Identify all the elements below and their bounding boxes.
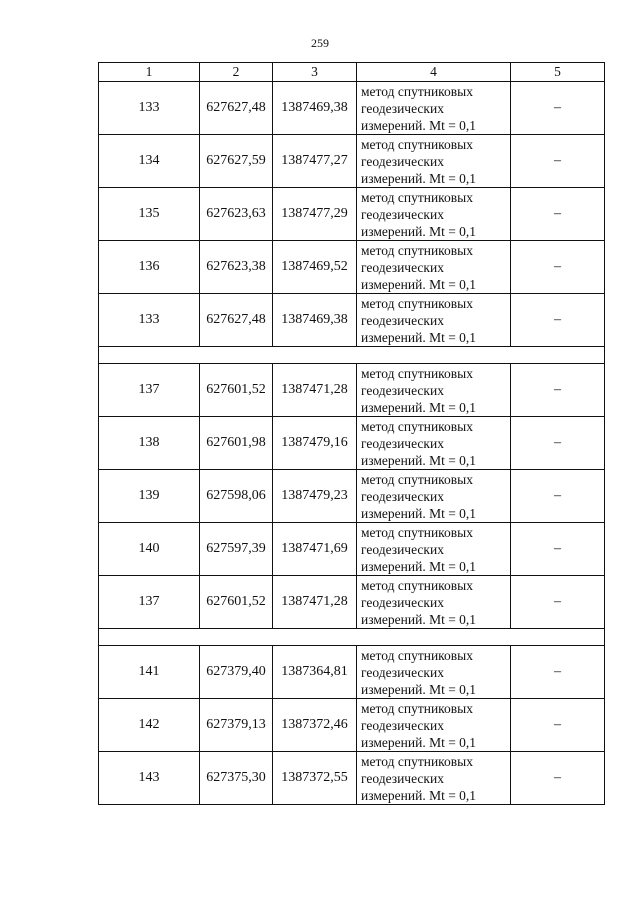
method-text-line: метод спутниковых: [361, 418, 473, 434]
point-number-cell: 133: [99, 82, 200, 135]
y-coordinate-cell: 1387477,27: [273, 135, 357, 188]
table-row: [99, 364, 605, 417]
method-cell: [357, 82, 511, 135]
y-coordinate-cell: 1387469,38: [273, 82, 357, 135]
point-number-cell: 143: [99, 752, 200, 805]
y-coordinate-cell: 1387469,52: [273, 241, 357, 294]
page-number: 259: [311, 36, 329, 50]
method-text-line: измерений. Mt = 0,1: [361, 681, 477, 697]
method-text-line: измерений. Mt = 0,1: [361, 734, 477, 750]
x-coordinate-cell: 627601,52: [200, 364, 273, 417]
method-text-line: измерений. Mt = 0,1: [361, 399, 477, 415]
method-text-line: геодезических: [361, 717, 444, 733]
note-cell: –: [511, 699, 605, 752]
method-text-line: геодезических: [361, 312, 444, 328]
method-text-line: измерений. Mt = 0,1: [361, 276, 477, 292]
note-cell: –: [511, 752, 605, 805]
x-coordinate-cell: 627598,06: [200, 470, 273, 523]
method-cell: [357, 188, 511, 241]
x-coordinate-cell: 627627,48: [200, 294, 273, 347]
method-text-line: геодезических: [361, 153, 444, 169]
method-text-line: геодезических: [361, 435, 444, 451]
point-number-cell: 135: [99, 188, 200, 241]
method-text-line: геодезических: [361, 770, 444, 786]
method-text-line: измерений. Mt = 0,1: [361, 223, 477, 239]
table-row: [99, 294, 605, 347]
note-cell: –: [511, 294, 605, 347]
method-text-line: метод спутниковых: [361, 83, 473, 99]
method-text-line: геодезических: [361, 541, 444, 557]
x-coordinate-cell: 627623,38: [200, 241, 273, 294]
point-number-cell: 137: [99, 576, 200, 629]
method-text-line: метод спутниковых: [361, 577, 473, 593]
method-cell: [357, 417, 511, 470]
point-number-cell: 140: [99, 523, 200, 576]
header-cell-3: 3: [273, 63, 357, 82]
header-cell-4: 4: [357, 63, 511, 82]
table-row: [99, 188, 605, 241]
point-number-cell: 137: [99, 364, 200, 417]
method-text-line: геодезических: [361, 664, 444, 680]
table-row: [99, 82, 605, 135]
y-coordinate-cell: 1387372,55: [273, 752, 357, 805]
method-cell: [357, 241, 511, 294]
header-cell-2: 2: [200, 63, 273, 82]
x-coordinate-cell: 627601,98: [200, 417, 273, 470]
note-cell: –: [511, 82, 605, 135]
point-number-cell: 133: [99, 294, 200, 347]
method-text-line: измерений. Mt = 0,1: [361, 329, 477, 345]
table-row: [99, 470, 605, 523]
y-coordinate-cell: 1387372,46: [273, 699, 357, 752]
y-coordinate-cell: 1387479,16: [273, 417, 357, 470]
group-separator-cell: [99, 347, 605, 364]
group-separator-row: [99, 347, 605, 364]
method-text-line: метод спутниковых: [361, 295, 473, 311]
group-separator-cell: [99, 629, 605, 646]
method-text-line: измерений. Mt = 0,1: [361, 558, 477, 574]
table-header-row: [99, 63, 605, 82]
x-coordinate-cell: 627627,48: [200, 82, 273, 135]
x-coordinate-cell: 627375,30: [200, 752, 273, 805]
method-text-line: метод спутниковых: [361, 136, 473, 152]
method-text-line: метод спутниковых: [361, 524, 473, 540]
table-row: [99, 699, 605, 752]
method-text-line: метод спутниковых: [361, 365, 473, 381]
method-text-line: метод спутниковых: [361, 471, 473, 487]
method-cell: [357, 294, 511, 347]
method-text-line: геодезических: [361, 382, 444, 398]
method-text-line: измерений. Mt = 0,1: [361, 611, 477, 627]
table-row: [99, 523, 605, 576]
y-coordinate-cell: 1387477,29: [273, 188, 357, 241]
table-row: [99, 752, 605, 805]
method-text-line: измерений. Mt = 0,1: [361, 452, 477, 468]
x-coordinate-cell: 627379,13: [200, 699, 273, 752]
y-coordinate-cell: 1387479,23: [273, 470, 357, 523]
method-cell: [357, 523, 511, 576]
x-coordinate-cell: 627601,52: [200, 576, 273, 629]
method-cell: [357, 576, 511, 629]
y-coordinate-cell: 1387364,81: [273, 646, 357, 699]
method-text-line: геодезических: [361, 100, 444, 116]
coordinates-table: [98, 62, 605, 805]
note-cell: –: [511, 364, 605, 417]
point-number-cell: 142: [99, 699, 200, 752]
table-row: [99, 417, 605, 470]
y-coordinate-cell: 1387471,69: [273, 523, 357, 576]
note-cell: –: [511, 135, 605, 188]
method-text-line: метод спутниковых: [361, 242, 473, 258]
x-coordinate-cell: 627627,59: [200, 135, 273, 188]
header-cell-1: 1: [99, 63, 200, 82]
note-cell: –: [511, 576, 605, 629]
point-number-cell: 136: [99, 241, 200, 294]
table-row: [99, 646, 605, 699]
method-cell: [357, 752, 511, 805]
point-number-cell: 139: [99, 470, 200, 523]
method-text-line: измерений. Mt = 0,1: [361, 117, 477, 133]
method-text-line: метод спутниковых: [361, 189, 473, 205]
method-text-line: измерений. Mt = 0,1: [361, 505, 477, 521]
x-coordinate-cell: 627597,39: [200, 523, 273, 576]
note-cell: –: [511, 646, 605, 699]
y-coordinate-cell: 1387469,38: [273, 294, 357, 347]
method-text-line: геодезических: [361, 259, 444, 275]
method-text-line: измерений. Mt = 0,1: [361, 787, 477, 803]
method-cell: [357, 364, 511, 417]
table-row: [99, 135, 605, 188]
method-text-line: метод спутниковых: [361, 647, 473, 663]
note-cell: –: [511, 470, 605, 523]
method-text-line: геодезических: [361, 594, 444, 610]
method-cell: [357, 699, 511, 752]
note-cell: –: [511, 523, 605, 576]
group-separator-row: [99, 629, 605, 646]
method-text-line: измерений. Mt = 0,1: [361, 170, 477, 186]
note-cell: –: [511, 188, 605, 241]
method-text-line: метод спутниковых: [361, 753, 473, 769]
header-cell-5: 5: [511, 63, 605, 82]
point-number-cell: 141: [99, 646, 200, 699]
table-row: [99, 576, 605, 629]
method-text-line: геодезических: [361, 488, 444, 504]
x-coordinate-cell: 627623,63: [200, 188, 273, 241]
method-text-line: геодезических: [361, 206, 444, 222]
method-text-line: метод спутниковых: [361, 700, 473, 716]
x-coordinate-cell: 627379,40: [200, 646, 273, 699]
y-coordinate-cell: 1387471,28: [273, 576, 357, 629]
method-cell: [357, 470, 511, 523]
method-cell: [357, 646, 511, 699]
point-number-cell: 134: [99, 135, 200, 188]
y-coordinate-cell: 1387471,28: [273, 364, 357, 417]
note-cell: –: [511, 241, 605, 294]
table-row: [99, 241, 605, 294]
method-cell: [357, 135, 511, 188]
note-cell: –: [511, 417, 605, 470]
point-number-cell: 138: [99, 417, 200, 470]
